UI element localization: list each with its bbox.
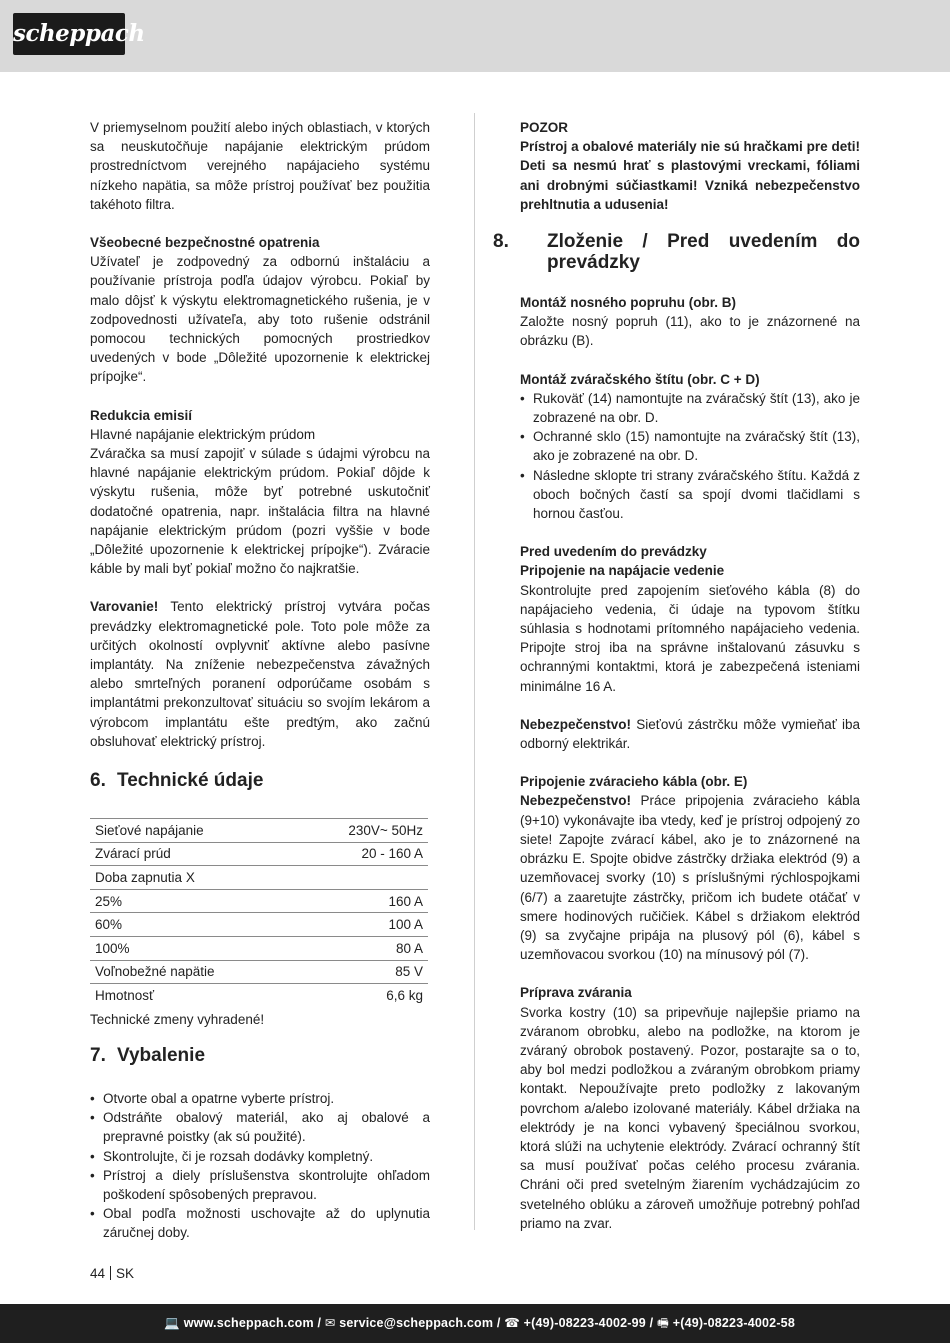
table-cell-value: 160 A [294,889,428,913]
section-6-title: Technické údaje [117,770,264,792]
fax-icon: 🖷 [657,1316,670,1330]
table-row [90,866,428,890]
general-safety-heading: Všeobecné bezpečnostné opatrenia [90,235,320,251]
section-6-heading [90,770,430,791]
table-cell-label: Voľnobežné napätie [90,960,294,984]
computer-icon: 💻 [164,1316,181,1330]
table-cell-value: 230V~ 50Hz [294,819,428,843]
footer-fax: +(49)-08223-4002-58 [672,1316,795,1330]
table-cell-label: 100% [90,937,294,961]
warning-text: Tento elektrický prístroj vytvára počas prevádzky elektromagnetické pole. Toto pole môže za určitých okolností ovplyvniť aktívne alebo pasívne implantáty. Na zníženie nebezpečenstva závažných alebo smrteľných poranení odporúčame osobám s implantátmi prekonzultovať situáciu so svojím lekárom a výrobcom implantátu ešte predtým, ako začnú obsluhovať elektrický prístroj. [90,599,430,749]
emission-heading: Redukcia emisií [90,407,193,423]
table-cell-value: 20 - 160 A [294,842,428,866]
table-cell-value [294,866,428,890]
power-connection-text: Skontrolujte pred zapojením sieťového kábla (8) do napájacieho vedenia, či údaje na typovom štítku súhlasia s hodnotami prítomného napájacieho vedenia. Pripojte stroj iba na správne inštalovanú zásuvku s ochrannými kontaktmi, ktorá je zabezpečená isteniami minimálne 16 A. [520,582,860,694]
table-cell-label: 60% [90,913,294,937]
section-7-title: Vybalenie [117,1045,206,1067]
footer-website-link[interactable]: www.scheppach.com / [183,1316,322,1330]
table-row [90,913,428,937]
tech-changes-note: Technické zmeny vyhradené! [90,1011,265,1027]
mail-icon: ✉ [324,1316,336,1330]
table-row [90,937,428,961]
strap-text: Založte nosný popruh (11), ako to je znázornené na obrázku (B). [520,314,860,349]
list-item: • Následne sklopte tri strany zváračského štítu. Každá z oboch bočných častí sa spojí dvomi tlačidlami s hornou časťou. [520,466,860,524]
list-item: • Otvorte obal a opatrne vyberte prístroj. [90,1089,430,1108]
cable-paragraph [520,791,860,964]
page-language: SK [116,1266,135,1281]
cable-text: Práce pripojenia zváracieho kábla (9+10) vykonávajte iba vtedy, keď je prístroj odpojený zo siete! Zapojte zvárací kábel, ako je to znázornené na obrázku E. Spojte obidve zástrčky držiaka elektród (9) a uzemňovacej svorky (10) s príslušnými rýchlospojkami (6/7) a zaaretujte zástrčky, pričom ich budete otáčať v smere hodinových ručičiek. Kábel s držiakom elektród (9) sa zvyčajne pripája na plusový pól (6), kábel s uzemňovacou svorkou (10) na mínusový pól (7). [520,793,860,963]
intro-paragraph: V priemyselnom použití alebo iných oblastiach, v ktorých sa neuskutočňuje napájanie elektrickým prúdom prostredníctvom verejného napájacieho systému nízkeho napätia, sa môže prístroj používať bez použitia takéhoto filtra. [90,120,430,212]
scheppach-logo: scheppach [13,13,125,55]
list-item: • Skontrolujte, či je rozsah dodávky kompletný. [90,1147,430,1166]
table-cell-value: 6,6 kg [386,987,423,1003]
caution-label: POZOR [520,120,569,135]
footer-phone: +(49)-08223-4002-99 / [523,1316,654,1330]
section-6-number: 6. [90,770,106,792]
tech-data-table [90,818,428,1007]
table-row [90,842,428,866]
cable-danger-label: Nebezpečenstvo! [520,793,632,809]
table-cell-label: Hmotnosť [95,987,155,1003]
list-item: • Odstráňte obalový materiál, ako aj obalové a prepravné poistky (ak sú použité). [90,1108,430,1146]
shield-list [520,389,860,523]
caution-text: Prístroj a obalové materiály nie sú hračkami pre deti! Deti sa nesmú hrať s plastovými vreckami, fóliami ani drobnými súčiastkami! Vzniká nebezpečenstvo prehltnutia a udusenia! [520,139,860,212]
table-cell-label: 25% [90,889,294,913]
section-7-number: 7. [90,1045,106,1067]
right-column [493,118,860,1233]
table-cell-value: 100 A [294,913,428,937]
emission-subheading: Hlavné napájanie elektrickým prúdom [90,426,316,442]
list-item: • Obal podľa možnosti uschovajte až do uplynutia záručnej doby. [90,1204,430,1242]
emission-text: Zváračka sa musí zapojiť v súlade s údajmi výrobcu na hlavné napájanie elektrickým prúdom. Pokiaľ dôjde k výskytu rušenia, môže byť potrebné uskutočniť dodatočné opatrenia, napr. inštalácia filtra na hlavné napájanie elektrickým prúdom (pozri vyššie v bode „Dôležité upozornenie k elektrickej prípojke“). Zváracie káble by mali byť pokiaľ možno čo najkratšie. [90,446,430,577]
section-8-heading [493,231,860,274]
list-item: • Prístroj a diely príslušenstva skontrolujte ohľadom poškodení spôsobených prepravou. [90,1166,430,1204]
table-cell-label: Zvárací prúd [90,842,294,866]
section-7-heading [90,1045,430,1066]
danger-text: Sieťovú zástrčku môže vymieňať iba odborný elektrikár. [520,716,860,752]
footer-email-link[interactable]: service@scheppach.com / [339,1316,501,1330]
page-number-value: 44 [90,1266,106,1281]
table-cell-value: 85 V [294,960,428,984]
shield-heading: Montáž zváračského štítu (obr. C + D) [520,371,760,387]
footer-contacts [164,1304,795,1343]
general-safety-text: Užívateľ je zodpovedný za odbornú inštaláciu a používanie prístroja podľa údajov výrobcu. Pokiaľ by malo dôjsť k výskytu elektromagnetického rušenia, je v zodpovednosti užívateľa, aby toto rušenie odstránil pomocou technických pomocných prostriedkov uvedených v bode „Dôležité upozornenie k elektrickej prípojke“. [90,254,430,385]
table-cell-label: Doba zapnutia X [90,866,294,890]
section-8-title: Zloženie / Pred uvedením do prevádzky [547,231,860,274]
cable-heading: Pripojenie zváracieho kábla (obr. E) [520,774,748,790]
page-number [90,1266,134,1281]
strap-heading: Montáž nosného popruhu (obr. B) [520,295,736,311]
list-item: • Ochranné sklo (15) namontujte na zváračský štít (13), ako je zobrazené na obr. D. [520,427,860,465]
table-row [90,984,428,1007]
danger-label: Nebezpečenstvo! [520,716,632,732]
table-row [90,889,428,913]
header-bar [0,0,950,72]
danger-paragraph [520,715,860,753]
phone-icon: ☎ [504,1316,520,1330]
page-number-separator [110,1266,111,1280]
warning-label: Varovanie! [90,599,159,615]
section-8-number: 8. [493,231,509,253]
table-cell-value: 80 A [294,937,428,961]
table-cell-label: Sieťové napájanie [90,819,294,843]
column-divider [474,113,475,1230]
before-start-heading: Pred uvedením do prevádzky [520,544,707,560]
list-item: • Rukoväť (14) namontujte na zváračský štít (13), ako je zobrazené na obr. D. [520,389,860,427]
table-row [90,819,428,843]
table-row [90,960,428,984]
power-connection-heading: Pripojenie na napájacie vedenie [520,563,725,579]
footer-bar [0,1304,950,1343]
unpack-list [90,1089,430,1243]
welding-prep-text: Svorka kostry (10) sa pripevňuje najlepšie priamo na zváranom obrobku, alebo na podložke, na ktorom je zváraný obrobok postavený. Pozor, postarajte sa o to, aby bol medzi podložkou a zváraným obrobkom priamy kontakt. Nepoužívajte preto podložky z lakovaným povrchom a/alebo izolované materiály. Kábel držiaka na elektródy je na konci vybavený špeciálnou svorkou, ktorá slúži na uchytenie elektródy. Zvárací ochranný štít sa musí používať počas celého procesu zvárania. Chráni oči pred svetelným žiarením vychádzajúcim zo svetelného oblúku a zároveň umožňuje potrebný pohľad priamo na zvar. [520,1004,860,1231]
welding-prep-heading: Príprava zvárania [520,985,632,1001]
warning-paragraph [90,597,430,751]
left-column [90,118,430,1243]
